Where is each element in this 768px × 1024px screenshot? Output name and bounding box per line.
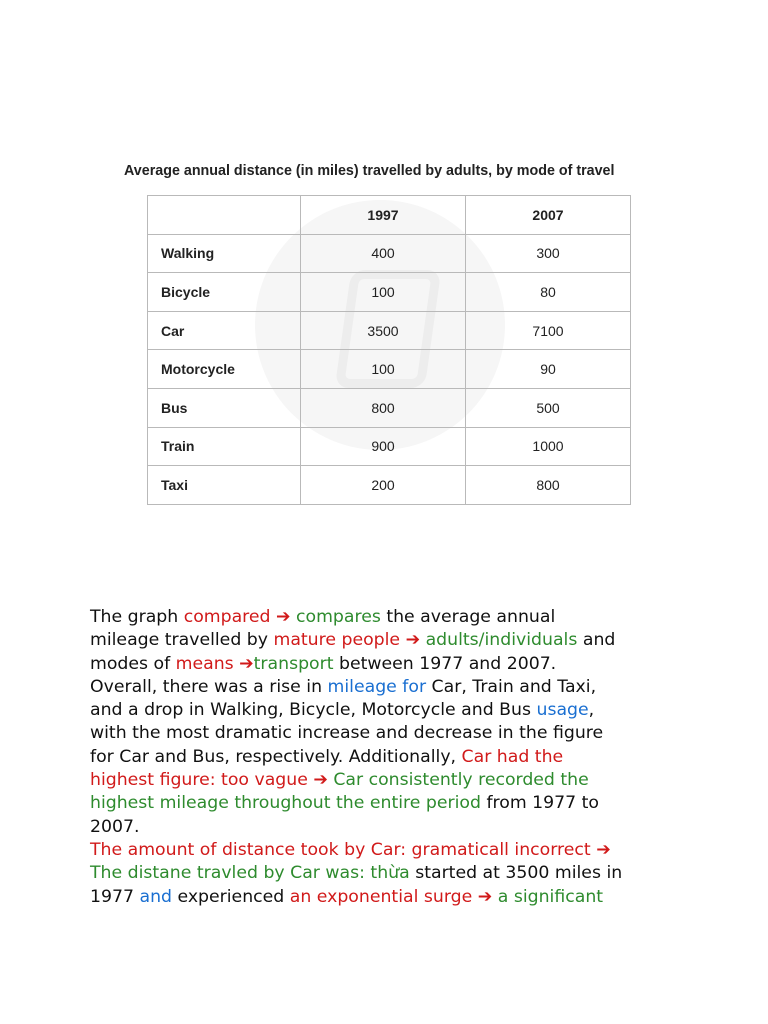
row-label: Bus [148,388,301,427]
essay-text: started at 3500 miles in [409,863,623,884]
essay-line [90,769,690,792]
essay-line [90,699,690,722]
correction-text: a significant [497,886,604,907]
cell-2007: 500 [466,388,631,427]
arrow-right-icon: ➔ [276,607,291,627]
cell-2007: 90 [466,350,631,389]
essay-text: Overall, there was a rise in [90,676,328,697]
essay-text: and [577,630,616,651]
essay-line [90,653,690,676]
essay-text: 2007. [90,816,140,837]
table-row [148,427,631,466]
mileage-table [147,195,631,505]
row-label: Bicycle [148,273,301,312]
correction-text: Car consistently recorded the [333,770,589,791]
essay-text: with the most dramatic increase and decrease in the figure [90,723,604,744]
arrow-right-icon: ➔ [405,630,421,651]
correction-text: adults/individuals [425,630,578,651]
row-label: Taxi [148,466,301,505]
cell-1997: 900 [301,427,466,466]
essay-line [90,676,690,699]
correction-text: The distane travled by Car was: thừa [90,863,410,884]
table-title: Average annual distance (in miles) travelled by adults, by mode of travel [124,163,615,179]
error-text: highest figure: too vague [90,770,308,791]
essay-text: modes of [90,653,176,674]
table-row [148,273,631,312]
essay-text: between 1977 and 2007. [333,653,557,674]
header-cell-2007: 2007 [466,196,631,235]
cell-2007: 300 [466,234,631,273]
essay-line [90,792,690,815]
header-cell-empty [148,196,301,235]
cell-2007: 1000 [466,427,631,466]
row-label: Walking [148,234,301,273]
cell-1997: 3500 [301,311,466,350]
essay-text: 1977 [90,886,140,907]
essay-text: mileage travelled by [90,630,274,651]
essay-text: for Car and Bus, respectively. Additionally, [90,746,462,767]
error-text: mature people [273,630,401,651]
cell-1997: 100 [301,350,466,389]
row-label: Car [148,311,301,350]
essay-line [90,722,690,745]
row-label: Motorcycle [148,350,301,389]
header-cell-1997: 1997 [301,196,466,235]
cell-1997: 400 [301,234,466,273]
arrow-right-icon: ➔ [313,770,328,791]
essay-text: and a drop in Walking, Bicycle, Motorcycle and Bus [90,700,537,721]
essay-text: Car, Train and Taxi, [426,676,597,697]
essay-line [90,839,690,862]
note-text: and [139,886,172,907]
essay-line [90,746,690,769]
row-label: Train [148,427,301,466]
table-row [148,311,631,350]
essay-text: , [588,700,595,721]
error-text: Car had the [461,746,564,767]
essay-line [90,886,690,909]
essay-line [90,606,690,629]
table-row [148,234,631,273]
essay-paragraph [90,606,690,909]
cell-2007: 80 [466,273,631,312]
table-row [148,350,631,389]
error-text: compared [183,607,271,627]
arrow-right-icon: ➔ [477,886,493,907]
correction-text: compares [296,607,381,627]
essay-text: from 1977 to [480,793,599,814]
essay-line [90,816,690,839]
table-row [148,388,631,427]
error-text: The amount of distance took by Car: gramaticall incorrect [90,839,591,860]
essay-text: experienced [172,886,290,907]
arrow-right-icon: ➔ [596,839,611,860]
cell-2007: 7100 [466,311,631,350]
arrow-right-icon: ➔ [239,653,254,674]
cell-1997: 200 [301,466,466,505]
table-row [148,466,631,505]
error-text: means [175,653,234,674]
essay-line [90,862,690,885]
cell-1997: 800 [301,388,466,427]
correction-text: transport [253,653,334,674]
essay-line [90,629,690,652]
table-header-row [148,196,631,235]
correction-text: highest mileage throughout the entire period [90,793,481,814]
note-text: usage [536,700,589,721]
cell-1997: 100 [301,273,466,312]
note-text: mileage for [327,676,427,697]
cell-2007: 800 [466,466,631,505]
essay-text: The graph [90,607,184,627]
essay-text: the average annual [380,607,556,627]
error-text: an exponential surge [289,886,473,907]
